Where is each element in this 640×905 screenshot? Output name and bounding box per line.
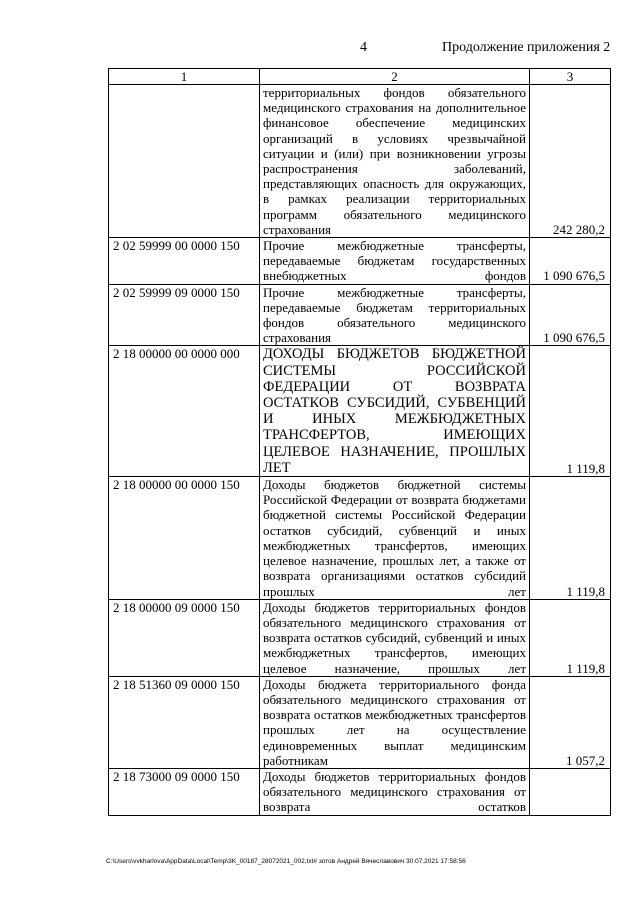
row-description: Прочие межбюджетные трансферты, передаваемые бюджетам государственных внебюджетных фондов	[260, 238, 530, 285]
table-row	[109, 768, 611, 815]
row-code: 2 18 00000 00 0000 000	[109, 346, 260, 477]
column-header-amount: 3	[530, 69, 611, 85]
row-description: территориальных фондов обязательного медицинского страхования на дополнительное финансовое обеспечение медицинских организаций в условиях чрезвычайной ситуации и (или) при возникновении угрозы распространения заболеваний, представляющих опасность для окружающих, в рамках реализации территориальных программ обязательного медицинского страхования	[260, 85, 530, 238]
row-code	[109, 85, 260, 238]
table-row	[109, 346, 611, 477]
revenue-table	[108, 68, 611, 816]
row-amount: 1 119,8	[530, 477, 611, 600]
table-row	[109, 85, 611, 238]
row-code: 2 18 00000 09 0000 150	[109, 599, 260, 676]
row-amount: 1 057,2	[530, 676, 611, 768]
page-number: 4	[360, 40, 367, 55]
table-header-row	[109, 69, 611, 85]
table-row	[109, 284, 611, 346]
row-amount: 1 119,8	[530, 599, 611, 676]
row-description: Доходы бюджетов территориальных фондов обязательного медицинского страхования от возврата остатков субсидий, субвенций и иных межбюджетных трансфертов, имеющих целевое назначение, прошлых лет	[260, 599, 530, 676]
row-amount: 1 119,8	[530, 346, 611, 477]
row-code: 2 02 59999 09 0000 150	[109, 284, 260, 346]
column-header-description: 2	[260, 69, 530, 85]
row-description: Доходы бюджета территориального фонда обязательного медицинского страхования от возврата остатков межбюджетных трансфертов прошлых лет на осуществление единовременных выплат медицинским работникам	[260, 676, 530, 768]
row-amount	[530, 768, 611, 815]
row-code: 2 02 59999 00 0000 150	[109, 238, 260, 285]
row-description: Прочие межбюджетные трансферты, передаваемые бюджетам территориальных фондов обязательного медицинского страхования	[260, 284, 530, 346]
row-description: Доходы бюджетов бюджетной системы Российской Федерации от возврата бюджетами бюджетной системы Российской Федерации остатков субсидий, субвенций и иных межбюджетных трансфертов, имеющих целевое назначение, прошлых лет, а также от возврата организациями остатков субсидий прошлых лет	[260, 477, 530, 600]
file-path-footer: C:\Users\vvkharlova\AppData\Local\Temp\3K_00187_28072021_002.txt# зотов Андрей Вячеславович 30.07.2021 17:58:56	[106, 858, 466, 865]
table-row	[109, 477, 611, 600]
row-amount: 242 280,2	[530, 85, 611, 238]
table-row	[109, 599, 611, 676]
row-code: 2 18 00000 00 0000 150	[109, 477, 260, 600]
column-header-code: 1	[109, 69, 260, 85]
appendix-label: Продолжение приложения 2	[442, 40, 611, 55]
row-amount: 1 090 676,5	[530, 284, 611, 346]
row-description: ДОХОДЫ БЮДЖЕТОВ БЮДЖЕТНОЙ СИСТЕМЫ РОССИЙСКОЙ ФЕДЕРАЦИИ ОТ ВОЗВРАТА ОСТАТКОВ СУБСИДИЙ, СУБВЕНЦИЙ И ИНЫХ МЕЖБЮДЖЕТНЫХ ТРАНСФЕРТОВ, ИМЕЮЩИХ ЦЕЛЕВОЕ НАЗНАЧЕНИЕ, ПРОШЛЫХ ЛЕТ	[260, 346, 530, 477]
row-amount: 1 090 676,5	[530, 238, 611, 285]
row-code: 2 18 73000 09 0000 150	[109, 768, 260, 815]
row-description: Доходы бюджетов территориальных фондов обязательного медицинского страхования от возврата остатков	[260, 768, 530, 815]
table-row	[109, 676, 611, 768]
row-code: 2 18 51360 09 0000 150	[109, 676, 260, 768]
table-row	[109, 238, 611, 285]
